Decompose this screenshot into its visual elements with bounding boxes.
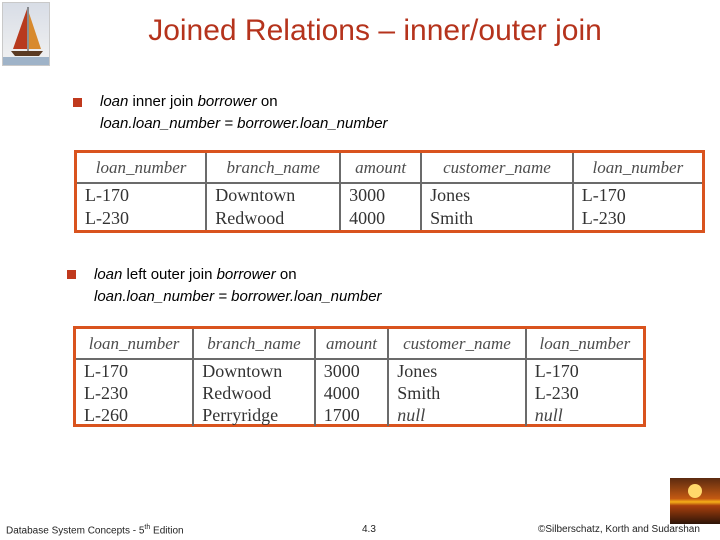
- bullet-icon: [73, 98, 82, 107]
- table-cell: 1700: [315, 404, 388, 426]
- table-row: [76, 404, 643, 426]
- column-header: branch_name: [206, 153, 340, 183]
- table-cell: L-260: [84, 405, 128, 425]
- table-cell: 4000: [340, 207, 421, 230]
- join-operator: left outer join: [122, 266, 217, 283]
- column-header: customer_name: [421, 153, 573, 183]
- table-cell: 3000: [315, 359, 388, 382]
- on-keyword: on: [275, 266, 297, 283]
- relation-loan: loan: [100, 93, 129, 110]
- sunset-image: [670, 478, 720, 524]
- table-cell: L-230: [85, 208, 129, 229]
- slide-title: Joined Relations – inner/outer join: [148, 14, 602, 47]
- table-cell: null: [388, 404, 526, 426]
- relation-borrower: borrower: [197, 93, 257, 110]
- table-cell: Jones: [388, 359, 526, 382]
- column-header: amount: [315, 329, 388, 359]
- table-cell: Smith: [421, 207, 573, 230]
- table-cell: L-170: [573, 183, 702, 207]
- table-row: [77, 207, 702, 230]
- table-cell: L-230: [526, 382, 643, 404]
- table-row: [76, 382, 643, 404]
- on-keyword: on: [256, 93, 278, 110]
- example2-query: [94, 264, 382, 308]
- relation-loan: loan: [94, 266, 123, 283]
- join-operator: inner join: [128, 93, 198, 110]
- table-row: [76, 359, 643, 382]
- table-cell: L-170: [526, 359, 643, 382]
- table-cell: 3000: [340, 183, 421, 207]
- table-cell: L-170: [85, 185, 129, 205]
- column-header: customer_name: [388, 329, 526, 359]
- column-header: loan_number: [77, 153, 206, 183]
- table-cell: Downtown: [206, 183, 340, 207]
- table-cell: Smith: [388, 382, 526, 404]
- footer-page-number: 4.3: [362, 524, 376, 535]
- example1-query: [100, 91, 388, 135]
- sun-icon: [688, 484, 702, 498]
- column-header: loan_number: [573, 153, 702, 183]
- column-header: amount: [340, 153, 421, 183]
- footer-copyright: ©Silberschatz, Korth and Sudarshan: [538, 524, 700, 535]
- table-cell: L-230: [84, 383, 128, 403]
- footer-book-title: Database System Concepts - 5th Edition: [6, 524, 184, 537]
- table-cell: null: [526, 404, 643, 426]
- bullet-icon: [67, 270, 76, 279]
- table-cell: L-230: [573, 207, 702, 230]
- table-cell: 4000: [315, 382, 388, 404]
- column-header: loan_number: [76, 329, 193, 359]
- table-cell: Redwood: [206, 207, 340, 230]
- join-condition: loan.loan_number = borrower.loan_number: [94, 288, 382, 305]
- column-header: loan_number: [526, 329, 643, 359]
- table-cell: L-170: [84, 361, 128, 381]
- relation-borrower: borrower: [216, 266, 276, 283]
- left-outer-join-result-table: [73, 326, 646, 427]
- table-row: [77, 183, 702, 207]
- join-condition: loan.loan_number = borrower.loan_number: [100, 115, 388, 132]
- table-cell: Perryridge: [193, 404, 315, 426]
- table-cell: Redwood: [193, 382, 315, 404]
- inner-join-result-table: [74, 150, 705, 233]
- column-header: branch_name: [193, 329, 315, 359]
- table-cell: Jones: [421, 183, 573, 207]
- table-cell: Downtown: [193, 359, 315, 382]
